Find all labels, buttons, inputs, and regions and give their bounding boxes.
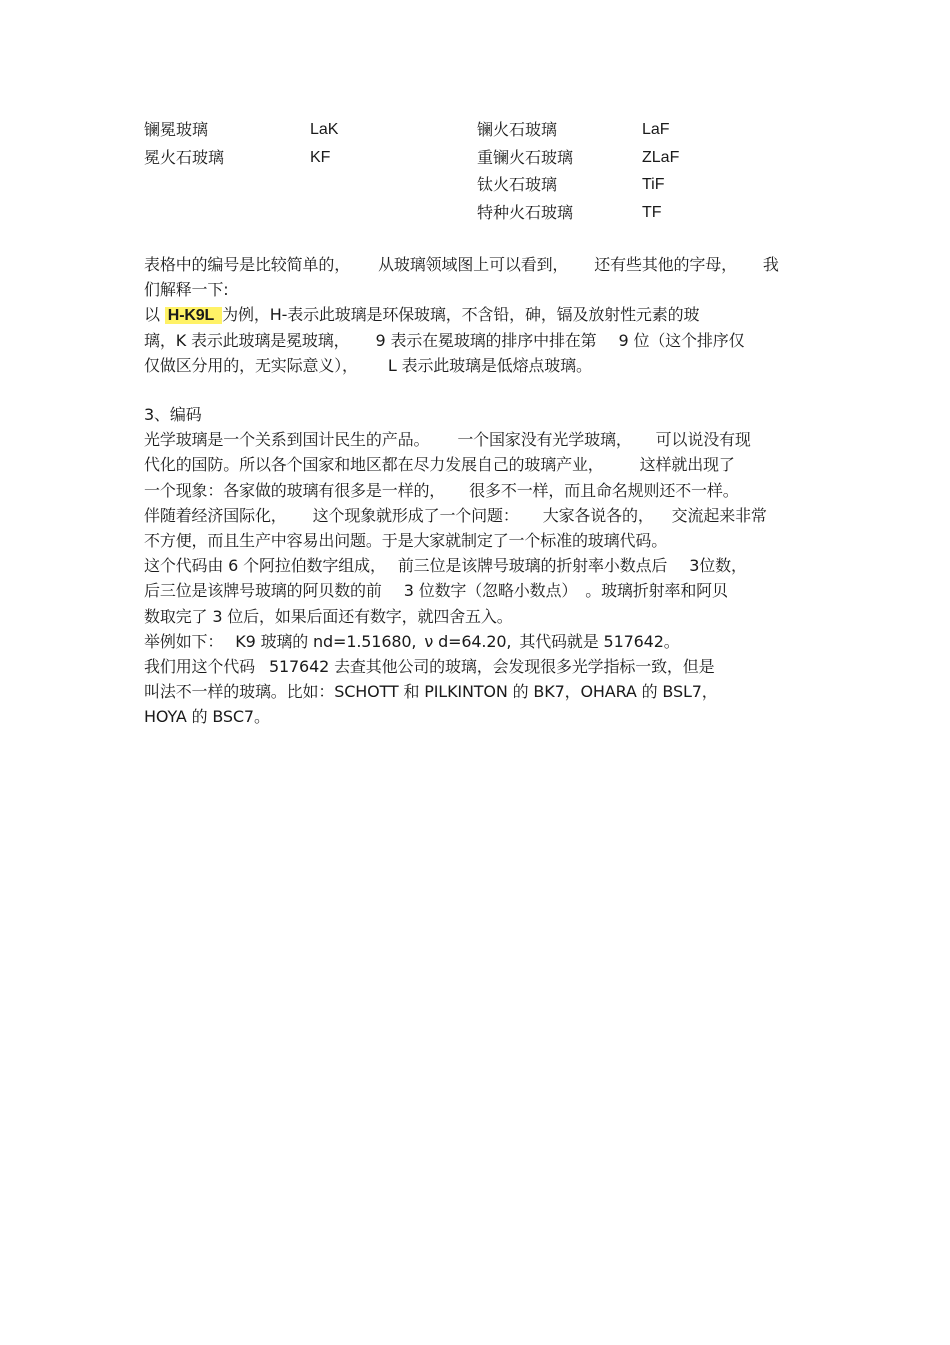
text-run: 很多不一样，而且命名规则还不一样。	[469, 480, 739, 500]
paragraph-line	[144, 503, 809, 528]
glass-code: TF	[642, 203, 662, 221]
text-run: K9 玻璃的 nd=1.51680,	[235, 631, 417, 651]
text-run: 光学玻璃是一个关系到国计民生的产品。	[144, 430, 430, 450]
text-run: 表格中的编号是比较简单的，	[144, 255, 351, 274]
paragraph-line	[144, 353, 809, 378]
table-row	[144, 201, 844, 229]
paragraph-line	[144, 427, 809, 452]
table-row	[144, 173, 844, 201]
text-run: 璃，K 表示此玻璃是冕玻璃，	[144, 330, 350, 350]
paragraph-line	[144, 553, 809, 578]
text-run: 我们用这个代码	[144, 656, 255, 676]
text-run: 前三位是该牌号玻璃的折射率小数点后	[397, 556, 668, 576]
text-run: 从玻璃领域图上可以看到，	[378, 255, 569, 274]
text-run: 3 位数字（忽略小数点）	[403, 581, 578, 601]
glass-name: 冕火石玻璃	[144, 147, 225, 167]
encoding-section	[144, 402, 809, 729]
text-run: 代化的国防。所以各个国家和地区都在尽力发展自己的玻璃产业，	[144, 455, 604, 475]
text-run: 9 表示在冕玻璃的排序中排在第	[375, 330, 597, 350]
glass-name: 特种火石玻璃	[477, 202, 574, 222]
text-run: 交流起来非常	[671, 505, 767, 525]
text-run: 517642 去查其他公司的玻璃，会发现很多光学指标一致，但是	[268, 656, 715, 676]
glass-name: 镧冕玻璃	[144, 120, 209, 139]
text-run: 我	[762, 255, 779, 274]
text-run: 一个国家没有光学玻璃，	[457, 430, 632, 450]
section-heading: 3、编码	[144, 405, 202, 424]
glass-code: KF	[310, 148, 331, 166]
paragraph-line	[144, 252, 809, 277]
text-run: 这个代码由 6 个阿拉伯数字组成，	[144, 556, 386, 576]
paragraph-line	[144, 452, 809, 477]
glass-name: 钛火石玻璃	[477, 175, 558, 194]
intro-section	[144, 252, 809, 378]
text-run: ν d=64.20,	[424, 631, 512, 651]
paragraph-line: 们解释一下:	[144, 280, 229, 300]
glass-name: 镧火石玻璃	[477, 120, 558, 139]
paragraph-line	[144, 654, 809, 679]
text-run: 其代码就是 517642。	[519, 631, 680, 651]
text-run: 这样就出现了	[639, 455, 735, 475]
text-run: L 表示此玻璃是低熔点玻璃。	[387, 355, 592, 375]
text-run: 为例，H-表示此玻璃是环保玻璃，不含铅，砷，镉及放射性元素的玻	[222, 305, 700, 325]
paragraph-line: 数取完了 3 位后，如果后面还有数字，就四舍五入。	[144, 606, 513, 626]
paragraph-line	[144, 478, 809, 503]
paragraph-line	[144, 328, 809, 353]
glass-name: 重镧火石玻璃	[477, 147, 574, 167]
glass-code: LaK	[310, 121, 339, 138]
text-run: 。玻璃折射率和阿贝	[585, 581, 728, 601]
text-run: 大家各说各的，	[542, 505, 654, 525]
paragraph-line	[144, 629, 809, 654]
paragraph-line: 不方便，而且生产中容易出问题。于是大家就制定了一个标准的玻璃代码。	[144, 530, 668, 550]
text-run: 仅做区分用的，无实际意义），	[144, 355, 358, 375]
text-run: 后三位是该牌号玻璃的阿贝数的前	[144, 581, 382, 601]
paragraph-line	[144, 302, 809, 327]
text-run: 还有些其他的字母，	[594, 255, 737, 274]
glass-code: LaF	[642, 121, 670, 138]
text-run: 可以说没有现	[655, 430, 751, 450]
text-run: 这个现象就形成了一个问题：	[312, 505, 519, 525]
glass-code: TiF	[642, 176, 665, 193]
glass-type-table	[144, 118, 844, 228]
text-run: 9 位（这个排序仅	[618, 330, 745, 350]
text-run: 以	[144, 305, 160, 325]
paragraph-line: HOYA 的 BSC7。	[144, 707, 270, 727]
paragraph-line	[144, 578, 809, 603]
glass-code: ZLaF	[642, 148, 680, 166]
text-run: 伴随着经济国际化，	[144, 505, 287, 525]
table-row	[144, 146, 844, 174]
text-run: 举例如下：	[144, 631, 224, 651]
paragraph-line: 叫法不一样的玻璃。比如：SCHOTT 和 PILKINTON 的 BK7，OHARA 的 BSL7，	[144, 682, 718, 702]
highlighted-code: H-K9L	[165, 307, 222, 324]
text-run: 3位数，	[689, 556, 747, 576]
table-row	[144, 118, 844, 146]
text-run: 一个现象：各家做的玻璃有很多是一样的，	[144, 480, 446, 500]
